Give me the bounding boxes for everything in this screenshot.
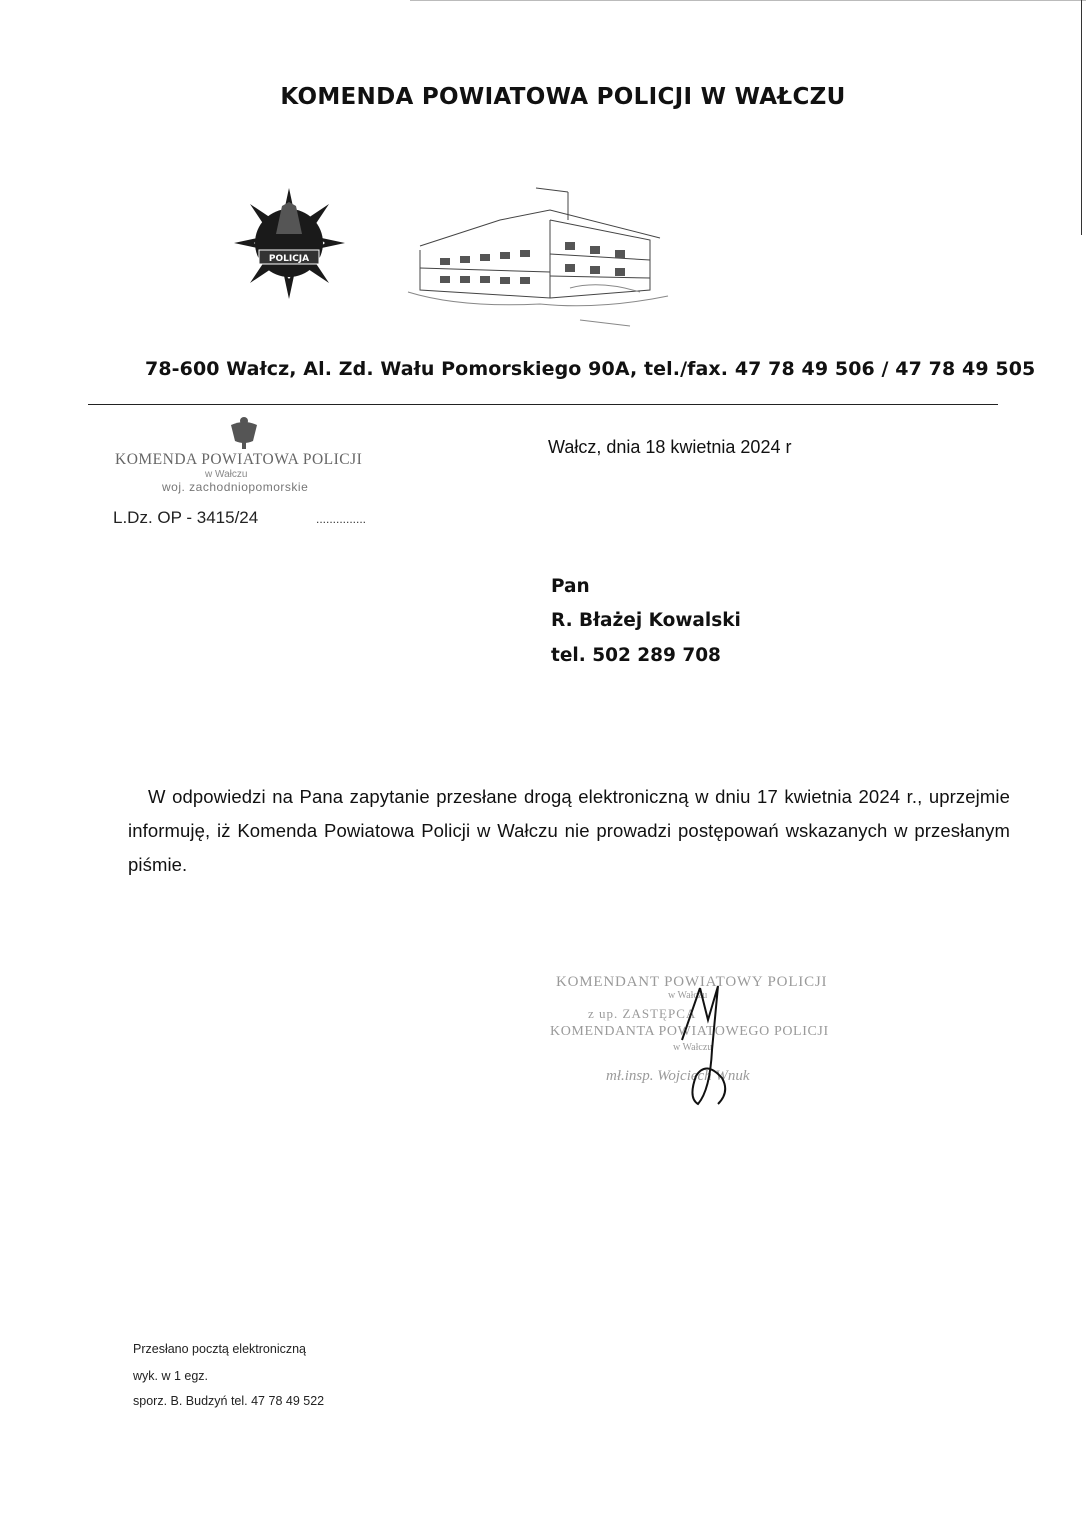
- reference-dotted-line: ...............: [316, 512, 367, 526]
- signature-stamp-city: w Wałczu: [668, 990, 708, 1001]
- signature-stamp-deputy: z up. ZASTĘPCA: [588, 1006, 697, 1021]
- address-line: 78-600 Wałcz, Al. Zd. Wału Pomorskiego 90A, tel./fax. 47 78 49 506 / 47 78 49 505: [145, 358, 1036, 380]
- letter-date: Wałcz, dnia 18 kwietnia 2024 r: [548, 437, 792, 457]
- police-star-logo: [232, 186, 347, 301]
- stamp-region: woj. zachodniopomorskie: [162, 480, 309, 494]
- stamp-city: w Wałczu: [205, 469, 248, 480]
- headquarters-building-drawing: [400, 180, 672, 330]
- signature-stamp-city-2: w Wałczu: [673, 1042, 713, 1053]
- page-title: KOMENDA POWIATOWA POLICJI W WAŁCZU: [280, 84, 846, 110]
- stamp-office-name: KOMENDA POWIATOWA POLICJI: [115, 451, 363, 468]
- signature-stamp-office: KOMENDANTA POWIATOWEGO POLICJI: [550, 1024, 829, 1039]
- signature-stamp-title: KOMENDANT POWIATOWY POLICJI: [556, 974, 828, 990]
- logo-text: POLICJA: [268, 254, 310, 264]
- recipient-salutation: Pan: [551, 576, 590, 597]
- scan-top-edge: [410, 0, 1086, 1]
- scan-right-edge: [1081, 0, 1082, 235]
- reference-number: L.Dz. OP - 3415/24: [113, 508, 259, 527]
- header-divider: [88, 404, 998, 405]
- recipient-name: R. Błażej Kowalski: [551, 610, 741, 631]
- footer-copies: wyk. w 1 egz.: [133, 1369, 209, 1383]
- handwritten-signature: [660, 980, 750, 1110]
- footer-author: sporz. B. Budzyń tel. 47 78 49 522: [133, 1394, 325, 1408]
- signatory-name: mł.insp. Wojciech Wnuk: [606, 1068, 750, 1084]
- recipient-phone: tel. 502 289 708: [551, 645, 721, 666]
- eagle-emblem-icon: [225, 413, 263, 451]
- letter-body: W odpowiedzi na Pana zapytanie przesłane drogą elektroniczną w dniu 17 kwietnia 2024 r., uprzejmie informuję, iż Komenda Powiatowa Policji w Wałczu nie prowadzi postępowań wskazanych w przesłanym piśmie.: [128, 786, 1010, 875]
- footer-sent-via: Przesłano pocztą elektroniczną: [133, 1342, 307, 1356]
